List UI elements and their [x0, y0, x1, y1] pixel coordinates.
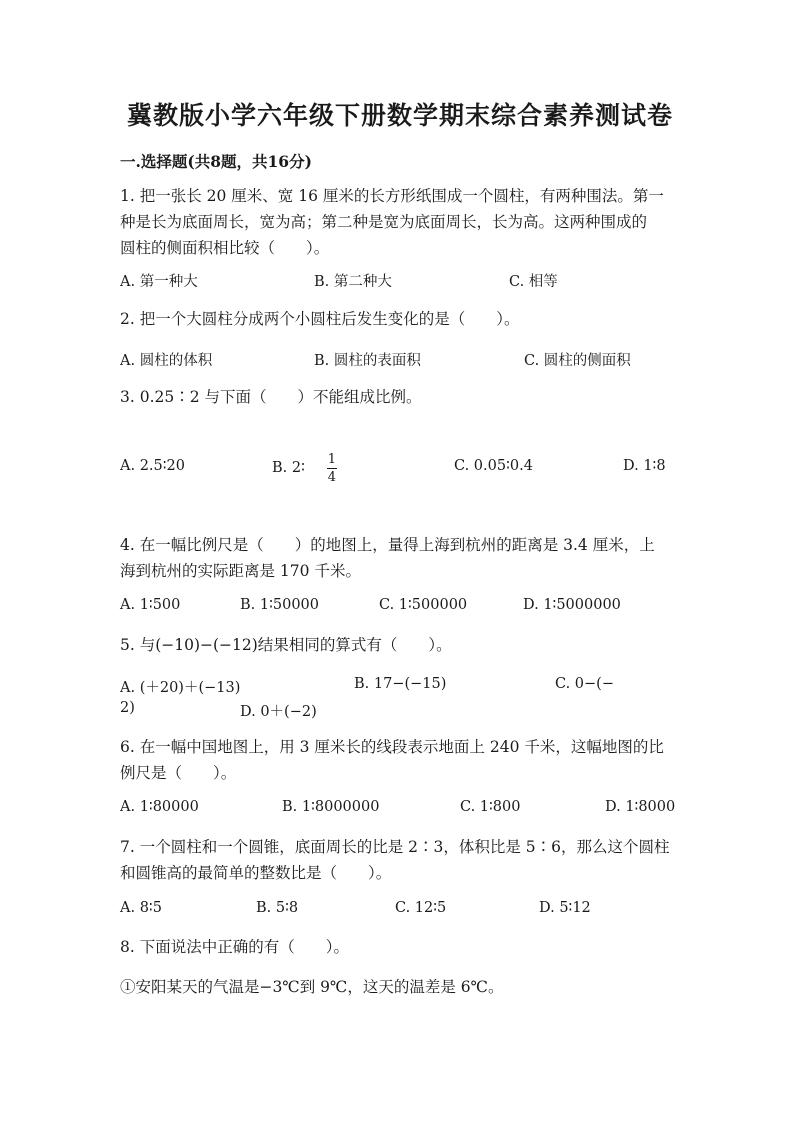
option-4b[interactable]: B. 1∶50000 — [240, 597, 319, 613]
option-7a[interactable]: A. 8∶5 — [120, 900, 162, 916]
option-1c[interactable]: C. 相等 — [509, 274, 558, 290]
page-title: 冀教版小学六年级下册数学期末综合素养测试卷 — [126, 101, 673, 130]
option-4c[interactable]: C. 1∶500000 — [379, 597, 468, 613]
option-7c[interactable]: C. 12∶5 — [395, 900, 447, 916]
question-line: 和圆锥高的最简单的整数比是（ ）。 — [120, 864, 392, 882]
question-line: 海到杭州的实际距离是 170 千米。 — [120, 562, 361, 580]
question-line: 6. 在一幅中国地图上，用 3 厘米长的线段表示地面上 240 千米，这幅地图的比 — [120, 738, 664, 756]
option-4d[interactable]: D. 1∶5000000 — [523, 597, 621, 613]
question-8 — [120, 934, 349, 960]
option-6a[interactable]: A. 1∶80000 — [120, 799, 199, 815]
question-6 — [120, 734, 664, 786]
question-3 — [120, 384, 422, 410]
question-1 — [120, 183, 664, 261]
question-line: 7. 一个圆柱和一个圆锥，底面周长的比是 2∶3，体积比是 5∶6，那么这个圆柱 — [120, 838, 670, 856]
section-heading: 一.选择题(共8题，共16分) — [120, 152, 312, 171]
option-6d[interactable]: D. 1∶8000 — [605, 799, 676, 815]
option-4a[interactable]: A. 1∶500 — [120, 597, 181, 613]
option-1a[interactable]: A. 第一种大 — [120, 274, 198, 290]
fraction-denominator: 4 — [327, 469, 337, 485]
option-7b[interactable]: B. 5∶8 — [256, 900, 299, 916]
question-4 — [120, 532, 655, 584]
option-5b[interactable]: B. 17−(−15) — [354, 676, 447, 692]
question-line: 圆柱的侧面积相比较（ ）。 — [120, 239, 330, 257]
option-6b[interactable]: B. 1∶8000000 — [282, 799, 380, 815]
question-7 — [120, 834, 670, 886]
option-6c[interactable]: C. 1∶800 — [460, 799, 521, 815]
question-8-statement-1: ①安阳某天的气温是−3℃到 9℃，这天的温差是 6℃。 — [120, 978, 504, 996]
question-line: 1. 把一张长 20 厘米、宽 16 厘米的长方形纸围成一个圆柱，有两种围法。第一 — [120, 187, 664, 205]
question-2 — [120, 306, 519, 332]
question-5 — [120, 632, 452, 658]
fraction-one-quarter — [327, 453, 337, 484]
option-3c[interactable]: C. 0.05∶0.4 — [454, 458, 533, 474]
option-2c[interactable]: C. 圆柱的侧面积 — [524, 353, 631, 369]
fraction-numerator: 1 — [327, 451, 337, 467]
fraction-bar — [327, 468, 337, 469]
option-5c[interactable]: C. 0−(− — [555, 676, 614, 692]
option-1b[interactable]: B. 第二种大 — [314, 274, 392, 290]
question-line: 3. 0.25∶2 与下面（ ）不能组成比例。 — [120, 388, 422, 406]
question-line: 5. 与(−10)−(−12)结果相同的算式有（ ）。 — [120, 636, 452, 654]
option-5a[interactable]: A. (＋20)＋(−13) — [120, 680, 241, 696]
option-5c-continued[interactable]: 2) — [120, 700, 135, 716]
option-5d[interactable]: D. 0＋(−2) — [240, 704, 317, 720]
option-2b[interactable]: B. 圆柱的表面积 — [314, 353, 421, 369]
question-line: 4. 在一幅比例尺是（ ）的地图上，量得上海到杭州的距离是 3.4 厘米，上 — [120, 536, 655, 554]
option-3d[interactable]: D. 1∶8 — [623, 458, 666, 474]
option-3a[interactable]: A. 2.5∶20 — [120, 458, 185, 474]
option-3b-label: B. 2∶ — [272, 460, 305, 476]
question-line: 8. 下面说法中正确的有（ ）。 — [120, 938, 349, 956]
option-3b[interactable] — [272, 448, 337, 488]
question-line: 种是长为底面周长，宽为高；第二种是宽为底面周长，长为高。这两种围成的 — [120, 213, 648, 231]
question-line: 2. 把一个大圆柱分成两个小圆柱后发生变化的是（ ）。 — [120, 310, 520, 328]
question-line: 例尺是（ ）。 — [120, 764, 237, 782]
option-2a[interactable]: A. 圆柱的体积 — [120, 353, 213, 369]
option-7d[interactable]: D. 5∶12 — [539, 900, 591, 916]
